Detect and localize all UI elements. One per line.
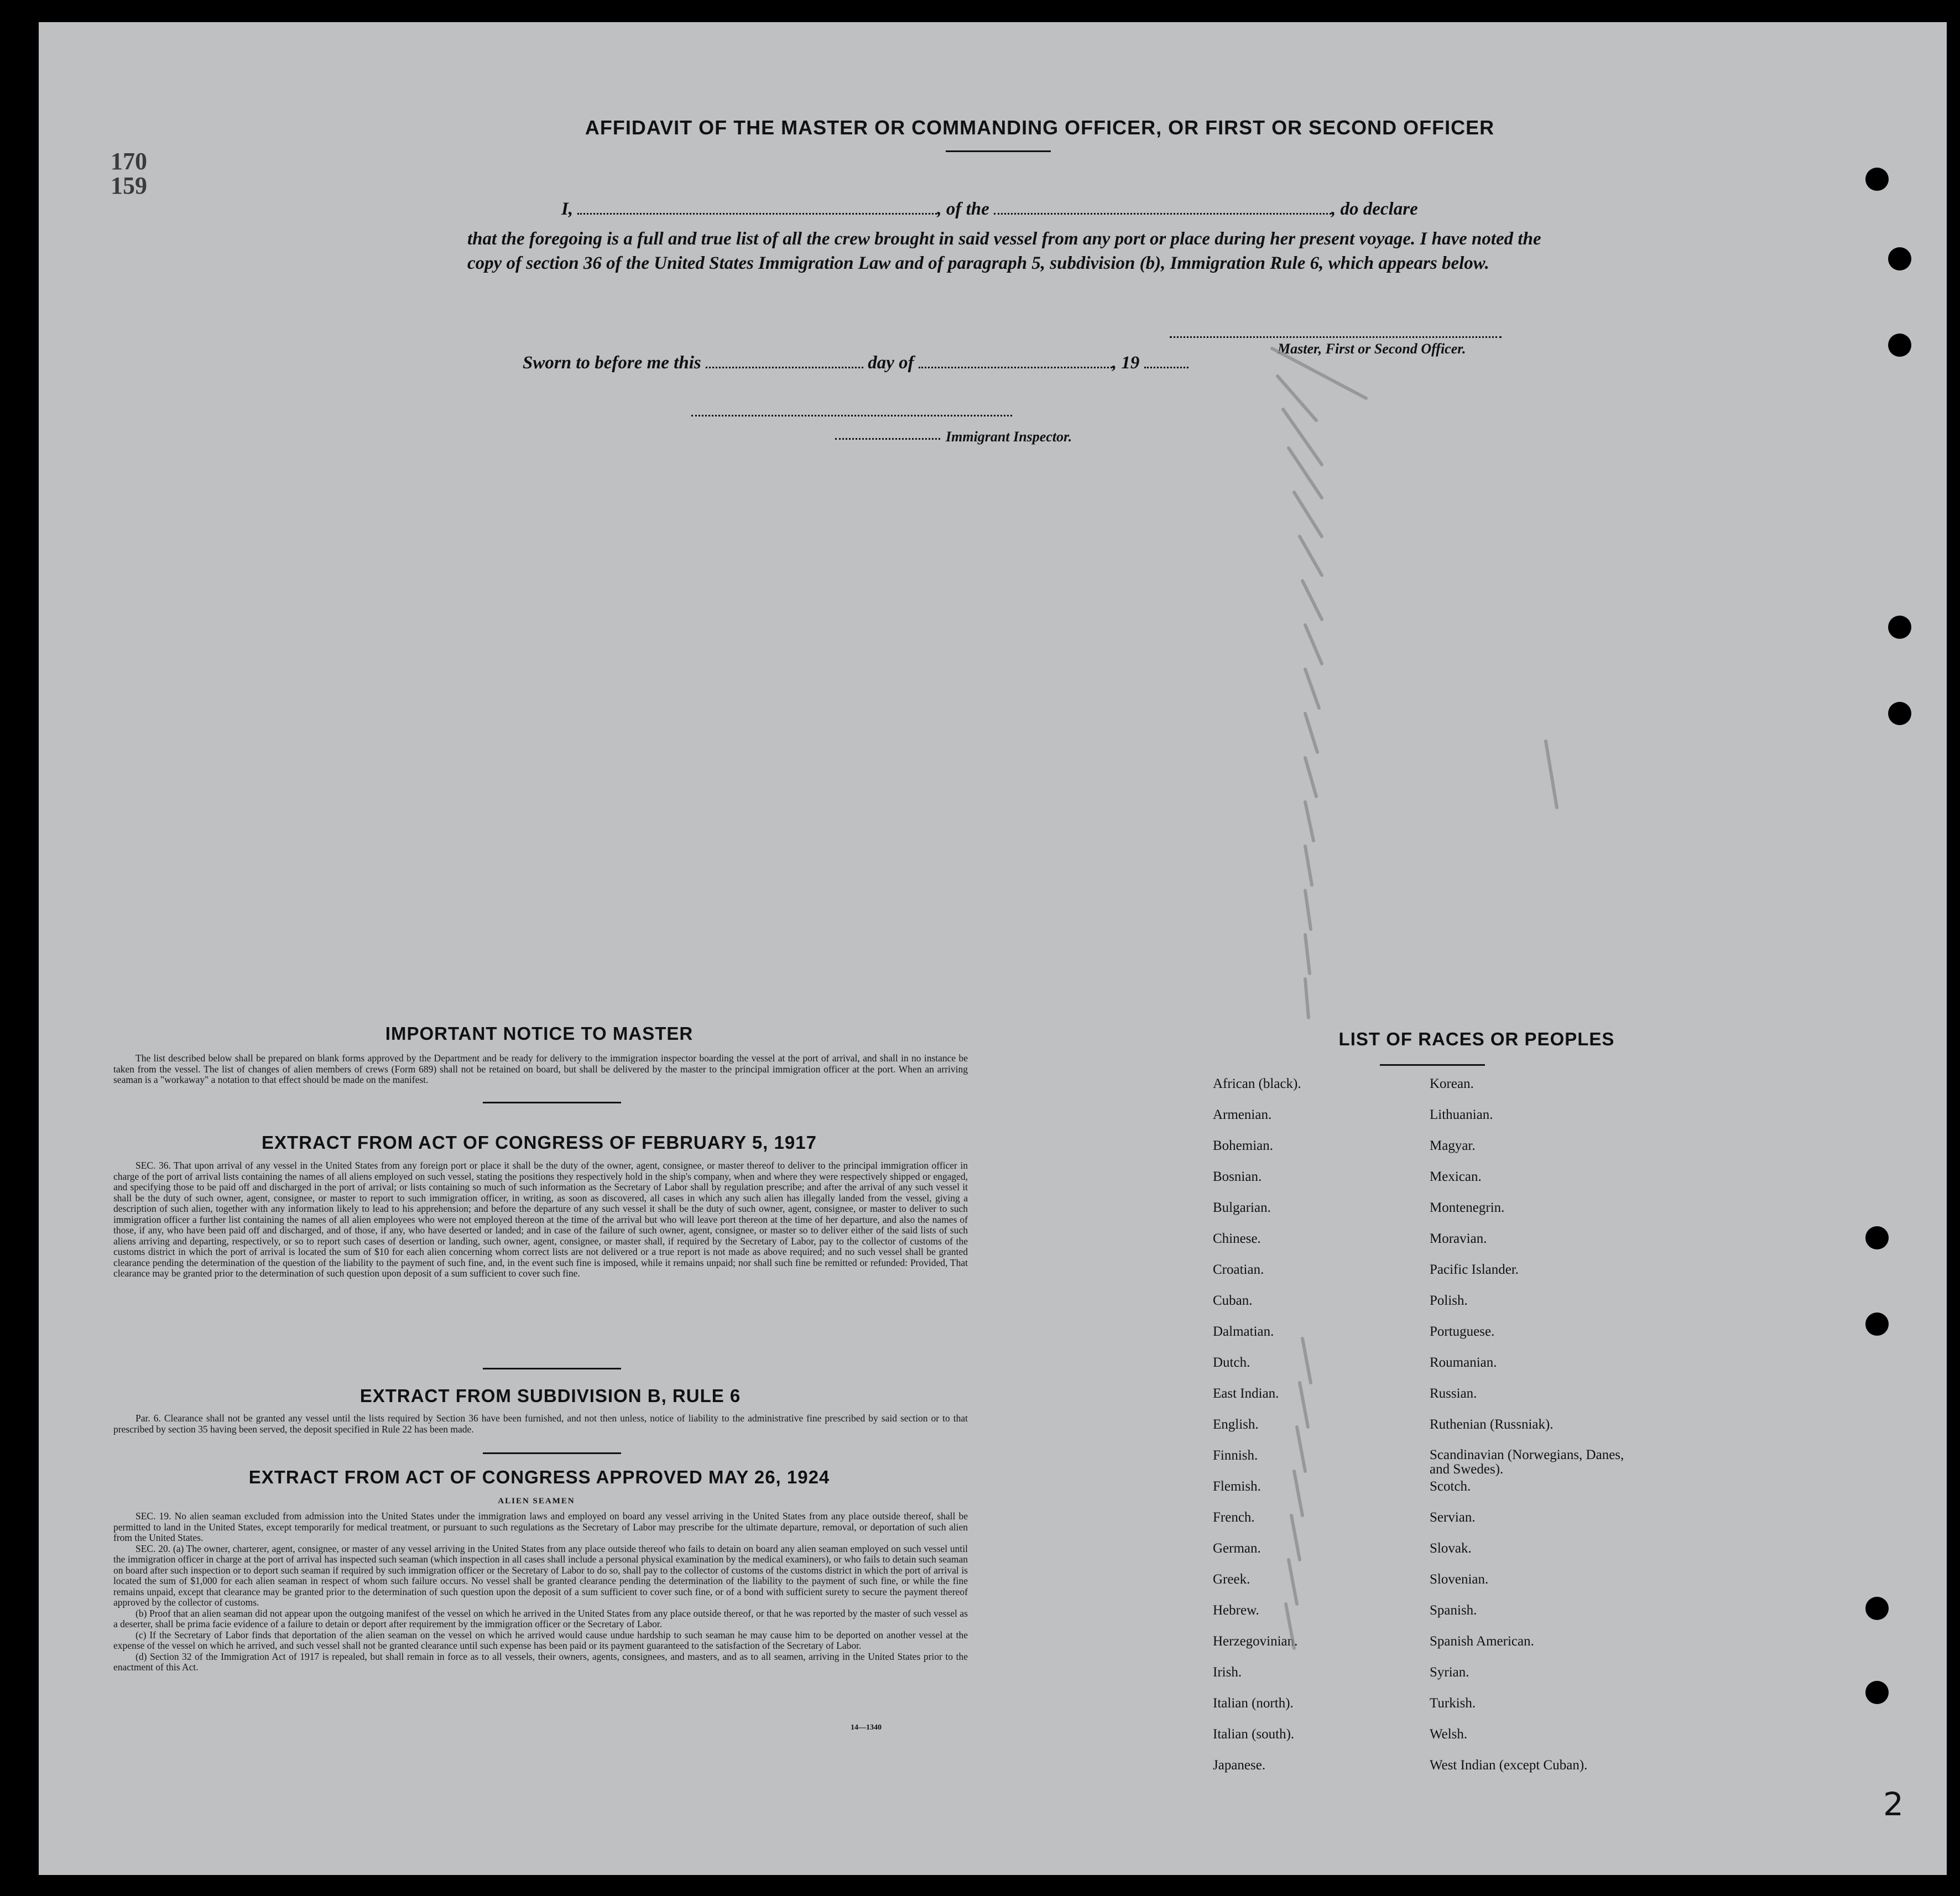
sec-20b-paragraph: (b) Proof that an alien seaman did not appear upon the outgoing manifest of the vessel on which he arrived in the United States from any place outside thereof, or that he was reported by the master of such vessel as a deserter, shall be prima facie evidence of a failure to detain or deport after requirement by the immigration officer or the Secretary of Labor. bbox=[113, 1607, 968, 1629]
race-item: Pacific Islander. bbox=[1430, 1262, 1519, 1277]
race-item: Dalmatian. bbox=[1213, 1324, 1274, 1339]
affidavit-of-the-label: , of the bbox=[937, 199, 989, 219]
race-item: West Indian (except Cuban). bbox=[1430, 1758, 1588, 1773]
race-item: East Indian. bbox=[1213, 1386, 1279, 1401]
binder-hole bbox=[1865, 1312, 1889, 1336]
races-title: LIST OF RACES OR PEOPLES bbox=[1338, 1029, 1615, 1049]
sworn-year-label: , 19 bbox=[1112, 353, 1140, 373]
pencil-tick bbox=[1300, 1383, 1308, 1427]
binder-hole bbox=[1865, 1226, 1889, 1249]
sec-20a-paragraph: SEC. 20. (a) The owner, charterer, agent, consignee, or master of any vessel arriving in the United States from any place outside thereof who fails to detain on board any alien seaman employed on such vessel until the immigration officer in charge at the port of arrival has inspected such seaman (which inspection in all cases shall include a personal physical examination by the medical examiners), or who fails to detain such seaman on board after such inspection or to deport such seaman if required by such immigration officer or the Secretary of Labor to do so, shall pay to the collector of customs of the customs district in which the port of arrival is located the sum of $1,000 for each alien seaman in respect of whom such failure occurs. No vessel shall be granted clearance pending the determination of the liability to the payment of such fine, or while the fine remains unpaid, except that clearance may be granted prior to the determination of such question upon the deposit of a sum sufficient to cover such fine, or of a bond with sufficient surety to secure the payment thereof approved by the collector of customs. bbox=[113, 1543, 968, 1608]
race-item: French. bbox=[1213, 1510, 1255, 1525]
pencil-tick bbox=[1300, 536, 1322, 575]
page-number: 2 bbox=[1883, 1785, 1904, 1823]
race-item: German. bbox=[1213, 1541, 1261, 1556]
sec-20d-paragraph: (d) Section 32 of the Immigration Act of 1917 is repealed, but shall remain in force as to all vessels, their owners, agents, consignees, and masters, and as to all seamen, arriving in the United States prior to the enactment of this Act. bbox=[113, 1650, 968, 1673]
binder-hole bbox=[1888, 334, 1911, 357]
race-item: Croatian. bbox=[1213, 1262, 1264, 1277]
race-item: Irish. bbox=[1213, 1665, 1242, 1680]
race-item: Slovenian. bbox=[1430, 1572, 1489, 1587]
sec-19-paragraph: SEC. 19. No alien seaman excluded from admission into the United States under the immigration laws and employed on board any vessel arriving in the United States from any place outside thereof, shall be permitted to land in the United States, except temporarily for medical treatment, or pursuant to such regulations as the Secretary of Labor may prescribe for the ultimate departure, removal, or deportation of such alien from the United States. bbox=[113, 1510, 968, 1543]
pencil-tick bbox=[1305, 713, 1317, 752]
pencil-tick bbox=[1305, 890, 1311, 929]
race-item: Turkish. bbox=[1430, 1696, 1476, 1711]
extract-rule6-paragraph: Par. 6. Clearance shall not be granted any vessel until the lists required by Section 36 have been furnished, and not then unless, notice of liability to the administrative fine prescribed by said section or to that prescribed by section 35 having been served, the deposit specified in Rule 22 has been made. bbox=[113, 1413, 968, 1435]
race-item: Bohemian. bbox=[1213, 1138, 1274, 1153]
race-item: Servian. bbox=[1430, 1510, 1476, 1525]
inspector-caption: Immigrant Inspector. bbox=[946, 429, 1072, 445]
binder-hole bbox=[1888, 247, 1911, 270]
race-item: Flemish. bbox=[1213, 1479, 1261, 1494]
race-item: Portuguese. bbox=[1430, 1324, 1495, 1339]
race-item: English. bbox=[1213, 1417, 1259, 1432]
binder-hole bbox=[1865, 1681, 1889, 1704]
form-number: 14—1340 bbox=[851, 1723, 882, 1732]
pencil-tick bbox=[1305, 979, 1309, 1018]
pencil-tick bbox=[1291, 1515, 1300, 1560]
pencil-tick bbox=[1305, 935, 1310, 973]
race-item: Chinese. bbox=[1213, 1231, 1261, 1246]
pencil-tick bbox=[1278, 376, 1316, 420]
pencil-tick bbox=[1297, 1427, 1305, 1471]
race-item: Italian (north). bbox=[1213, 1696, 1294, 1711]
binder-hole bbox=[1888, 702, 1911, 725]
race-item: Scotch. bbox=[1430, 1479, 1471, 1494]
race-item: Greek. bbox=[1213, 1572, 1250, 1587]
pencil-tick bbox=[1289, 1560, 1297, 1604]
race-item: Montenegrin. bbox=[1430, 1200, 1505, 1215]
pencil-tick bbox=[1546, 741, 1557, 808]
race-item: Ruthenian (Russniak). bbox=[1430, 1417, 1554, 1432]
affidavit-declare-label: , do declare bbox=[1331, 199, 1418, 219]
race-item: Hebrew. bbox=[1213, 1603, 1259, 1618]
race-item: Japanese. bbox=[1213, 1758, 1266, 1773]
race-item: Magyar. bbox=[1430, 1138, 1476, 1153]
race-item: Cuban. bbox=[1213, 1293, 1253, 1308]
race-item: African (black). bbox=[1213, 1076, 1301, 1091]
pencil-tick bbox=[1272, 348, 1366, 398]
race-item: Italian (south). bbox=[1213, 1727, 1295, 1742]
race-item: Polish. bbox=[1430, 1293, 1468, 1308]
stamp-line-2: 159 bbox=[111, 172, 147, 199]
pencil-tick bbox=[1305, 669, 1319, 708]
race-item: Spanish. bbox=[1430, 1603, 1477, 1618]
extract-1924-title: EXTRACT FROM ACT OF CONGRESS APPROVED MAY 26, 1924 bbox=[248, 1467, 830, 1487]
pencil-tick bbox=[1305, 802, 1313, 841]
alien-seamen-subtitle: ALIEN SEAMEN bbox=[498, 1497, 575, 1506]
binder-hole bbox=[1865, 168, 1889, 191]
binder-hole bbox=[1865, 1597, 1889, 1620]
affidavit-body: that the foregoing is a full and true list of all the crew brought in said vessel from any port or place during her present voyage. I have noted the copy of section 36 of the United States Immigration Law and of paragraph 5, subdivision (b), Immigration Rule 6, which appears below. bbox=[467, 229, 1541, 273]
pencil-tick bbox=[1294, 1471, 1302, 1515]
race-item: Bosnian. bbox=[1213, 1169, 1262, 1184]
document-page bbox=[39, 22, 1947, 1875]
binder-hole bbox=[1888, 616, 1911, 639]
extract-rule6-title: EXTRACT FROM SUBDIVISION B, RULE 6 bbox=[359, 1385, 741, 1406]
race-item: Russian. bbox=[1430, 1386, 1477, 1401]
extract-1917-paragraph: SEC. 36. That upon arrival of any vessel in the United States from any foreign port or place it shall be the duty of the owner, agent, consignee, or master thereof to deliver to the principal immigration officer in charge of the port of arrival lists containing the names of all aliens employed on such vessel, stating the positions they respectively hold in the ship's company, when and where they were respectively shipped or engaged, and specifying those to be paid off and discharged in the port of arrival; or lists containing so much of such information as the Secretary of Labor shall by regulation prescribe; and after the arrival of any such vessel it shall be the duty of such owner, agent, consignee, or master to report to such immigration officer, in writing, as soon as discovered, all cases in which any such alien has illegally landed from the vessel, giving a description of such alien, together with any information likely to lead to his apprehension; and before the departure of any such vessel it shall be the duty of such owner, agent, consignee, or master to deliver to such immigration officer a further list containing the names of all alien employees who were not employed thereon at the time of the arrival but who will leave port thereon at the time of her departure, and also the names of those, if any, who have been paid off and discharged, and of those, if any, who have deserted or landed; and in case of the failure of such owner, agent, consignee, or master so to deliver either of the said lists of such aliens arriving and departing, respectively, or so to report such cases of desertion or landing, such owner, agent, consignee, or master shall, if required by the Secretary of Labor, pay to the collector of customs of the customs district in which the port of arrival is located the sum of $10 for each alien concerning whom correct lists are not delivered or a true report is not made as above required; and no such vessel shall be granted clearance pending the determination of the question of the liability to the payment of such fine, and, in the event such fine is imposed, while it remains unpaid; nor shall such fine be remitted or refunded: Provided, That clearance may be granted prior to the determination of such question upon deposit of a sum sufficient to cover such fine. bbox=[113, 1160, 968, 1279]
pencil-tick bbox=[1294, 492, 1322, 536]
race-item: Lithuanian. bbox=[1430, 1107, 1493, 1122]
notice-paragraph: The list described below shall be prepared on blank forms approved by the Department and be ready for delivery to the immigration inspector boarding the vessel at the port of arrival, and shall in no instance be taken from the vessel. The list of changes of alien members of crews (Form 689) shall not be retained on board, but shall be delivered by the master to the principal immigration officer at the port. When an arriving seaman is a "workaway" a notation to that effect should be made on the manifest. bbox=[113, 1053, 968, 1085]
pencil-tick bbox=[1302, 1338, 1311, 1383]
race-item: Mexican. bbox=[1430, 1169, 1482, 1184]
pencil-tick bbox=[1286, 1604, 1294, 1648]
pencil-tick bbox=[1305, 846, 1312, 885]
sec-20c-paragraph: (c) If the Secretary of Labor finds that deportation of the alien seaman on the vessel on which he arrived would cause undue hardship to such seaman he may cause him to be deported on another vessel at the expense of the vessel on which he arrived, and such vessel shall not be granted clearance until such expense has been paid or its payment guaranteed to the satisfaction of the Secretary of Labor. bbox=[113, 1629, 968, 1651]
pencil-tick-marks bbox=[39, 22, 1947, 1875]
race-item: Dutch. bbox=[1213, 1355, 1250, 1370]
race-item: Korean. bbox=[1430, 1076, 1474, 1091]
race-item: Welsh. bbox=[1430, 1727, 1468, 1742]
race-item: Spanish American. bbox=[1430, 1634, 1534, 1649]
race-item: Syrian. bbox=[1430, 1665, 1469, 1680]
race-item: Roumanian. bbox=[1430, 1355, 1497, 1370]
signature-caption: Master, First or Second Officer. bbox=[1278, 341, 1466, 357]
sworn-day-label: day of bbox=[868, 353, 914, 373]
pencil-tick bbox=[1305, 758, 1316, 796]
notice-title: IMPORTANT NOTICE TO MASTER bbox=[385, 1023, 694, 1044]
extract-1917-title: EXTRACT FROM ACT OF CONGRESS OF FEBRUARY 5, 1917 bbox=[262, 1132, 817, 1153]
race-item: Scandinavian (Norwegians, Danes, and Swedes). bbox=[1430, 1447, 1624, 1477]
race-item: Herzegovinian. bbox=[1213, 1634, 1298, 1649]
pencil-tick bbox=[1305, 625, 1322, 664]
race-item: Moravian. bbox=[1430, 1231, 1487, 1246]
race-item: Slovak. bbox=[1430, 1541, 1472, 1556]
affidavit-title: AFFIDAVIT OF THE MASTER OR COMMANDING OFFICER, OR FIRST OR SECOND OFFICER bbox=[585, 116, 1495, 139]
affidavit-i-label: I, bbox=[561, 199, 574, 219]
stamp-line-1: 170 bbox=[111, 148, 147, 175]
race-item: Finnish. bbox=[1213, 1448, 1258, 1463]
race-item: Bulgarian. bbox=[1213, 1200, 1271, 1215]
race-item: Armenian. bbox=[1213, 1107, 1272, 1122]
pencil-tick bbox=[1302, 581, 1322, 619]
sworn-prefix: Sworn to before me this bbox=[523, 353, 701, 373]
